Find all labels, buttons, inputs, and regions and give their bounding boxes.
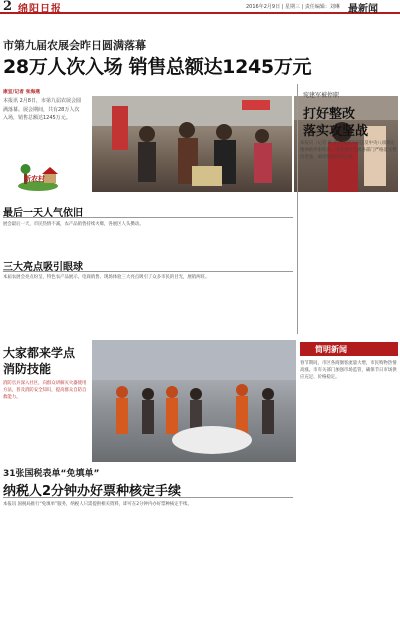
sidebar-body: 本报讯（记者 陈 鑫）宛建军因违反中央八项规定精神被停职检查。市委要求各级各部门严格落实整改措施，确保整改取得实效。 <box>300 141 397 161</box>
story1-lead: 本报讯 2月8日，市第九届农展会圆满落幕。展会期间，共有28万人次入场，销售总额达1245万元。 <box>3 98 81 121</box>
right-column-rule <box>297 84 298 334</box>
story4-headline-2: 消防技能 <box>3 362 52 376</box>
brief-body: 春节期间，市区各商圈客流量大增，市民购物热情高涨。市有关部门加强市场监管，确保节日市场供应充足、价格稳定。 <box>300 361 397 381</box>
story1-byline: 康宣/记者 张海燕 <box>3 90 41 95</box>
story5-kicker: 31张国税表单“免填单” <box>3 469 100 479</box>
sidebar-kicker: 宛建军被停职 <box>303 92 340 99</box>
paper-name: 绵阳日报 <box>18 4 62 15</box>
brief-title: 简明新闻 <box>315 345 347 354</box>
story1-kicker: 市第九届农展会昨日圆满落幕 <box>3 39 146 52</box>
farm-logo-text: 新农村 <box>24 174 45 183</box>
story4-body: 消防官兵深入社区，向群众讲解灭火器使用方法，普及消防安全知识，提高群众自防自救能力。 <box>3 381 87 401</box>
firefighter-photo <box>92 340 296 462</box>
farm-logo <box>14 160 62 194</box>
story3-rule <box>3 271 293 272</box>
edition-info: 2016年2月9日 | 星期三 | 责任编辑：刘琳 <box>246 4 340 10</box>
story4-headline-1: 大家都来学点 <box>3 346 76 360</box>
story2-body: 展会最后一天，市民热情不减，农产品销售持续火爆，各展区人头攒动。 <box>3 222 144 227</box>
page-number: 2 <box>3 0 13 14</box>
story2-rule <box>3 217 293 218</box>
story3-body: 本届农展会亮点纷呈，特色农产品展示、电商销售、现场体验三大亮点吸引了众多市民的目光，展销两旺。 <box>3 275 210 280</box>
section-title: 最新闻 <box>348 4 378 15</box>
story5-headline: 纳税人2分钟办好票种核定手续 <box>3 484 182 499</box>
sidebar-headline-3: 落实攻坚战 <box>303 124 369 139</box>
story5-body: 本报讯 国税局推行“免填单”服务，纳税人只需提供相关资料，即可在2分钟内办好票种核定手续。 <box>3 502 192 507</box>
story1-headline: 28万人次入场 销售总额达1245万元 <box>3 56 312 78</box>
sidebar-headline-2: 打好整改 <box>303 107 356 122</box>
story2-headline: 最后一天人气依旧 <box>3 208 83 219</box>
story5-rule <box>3 497 293 498</box>
story3-headline: 三大亮点吸引眼球 <box>3 262 83 273</box>
farm-market-photo <box>92 96 292 192</box>
